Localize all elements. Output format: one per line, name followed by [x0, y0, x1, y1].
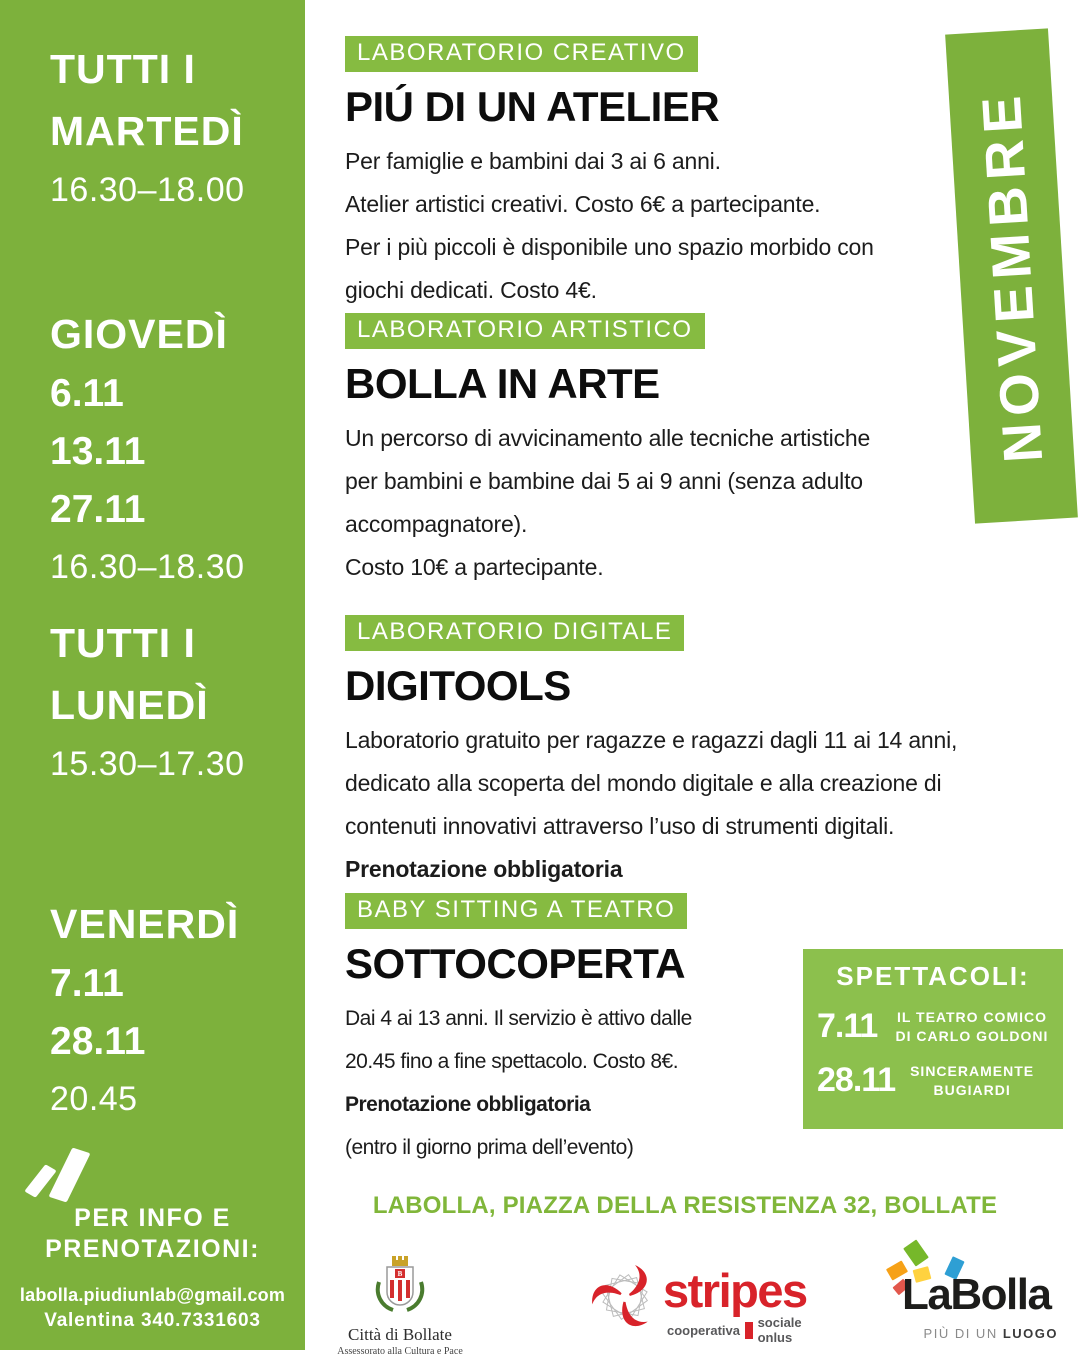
day-label: MARTEDÌ: [50, 108, 244, 154]
time-label: 16.30–18.30: [50, 548, 245, 586]
day-label: VENERDÌ: [50, 901, 240, 947]
schedule-block-thursday: [50, 303, 245, 589]
date-label: 28.11: [50, 1020, 146, 1063]
event-title: SOTTOCOPERTA: [345, 940, 686, 987]
description-line: dedicato alla scoperta del mondo digitale e alla creazione di: [345, 770, 942, 796]
time-label: 16.30–18.00: [50, 171, 245, 209]
event-description: [345, 997, 692, 1169]
date-label: 13.11: [50, 430, 146, 473]
shows-box: [803, 949, 1063, 1129]
date-label: 7.11: [50, 962, 124, 1005]
category-badge: LABORATORIO DIGITALE: [345, 615, 684, 651]
citta-di-bollate-logo: [335, 1252, 465, 1357]
booking-required-note: Prenotazione obbligatoria: [345, 1093, 591, 1116]
bollate-department: Assessorato alla Cultura e Pace: [337, 1346, 463, 1357]
shows-heading: SPETTACOLI:: [836, 961, 1030, 991]
show-row: [803, 1007, 1063, 1046]
day-label: TUTTI I: [50, 620, 196, 666]
description-line: (entro il giorno prima dell’evento): [345, 1136, 634, 1159]
description-line: per bambini e bambine dai 5 ai 9 anni (senza adulto: [345, 468, 863, 494]
event-title: PIÚ DI UN ATELIER: [345, 83, 720, 130]
event-title: BOLLA IN ARTE: [345, 360, 660, 407]
section-laboratorio-digitale: [345, 615, 957, 891]
info-heading: PER INFO E: [74, 1204, 231, 1232]
description-line: Atelier artistici creativi. Costo 6€ a partecipante.: [345, 191, 821, 217]
event-title: DIGITOOLS: [345, 662, 571, 709]
day-label: TUTTI I: [50, 46, 196, 92]
contact-info: [0, 1203, 305, 1332]
stripes-pinwheel-icon: [585, 1255, 665, 1339]
contact-phone: Valentina 340.7331603: [44, 1310, 261, 1331]
show-name: SINCERAMENTE BUGIARDI: [910, 1062, 1035, 1098]
category-badge: LABORATORIO ARTISTICO: [345, 313, 705, 349]
bollate-crest-icon: [369, 1252, 431, 1318]
event-description: [345, 417, 870, 589]
schedule-sidebar: [0, 0, 305, 1350]
time-label: 15.30–17.30: [50, 745, 245, 783]
description-line: Un percorso di avvicinamento alle tecniche artistiche: [345, 425, 871, 451]
description-line: contenuti innovativi attraverso l’uso di strumenti digitali.: [345, 813, 895, 839]
month-banner: [945, 28, 1078, 523]
show-row: [803, 1061, 1063, 1100]
event-description: [345, 719, 957, 891]
description-line: Laboratorio gratuito per ragazze e ragazzi dagli 11 ai 14 anni,: [345, 727, 958, 753]
description-line: giochi dedicati. Costo 4€.: [345, 277, 597, 303]
show-date: 7.11: [817, 1007, 878, 1045]
stripes-tagline-left: cooperativa: [667, 1322, 740, 1338]
booking-required-note: Prenotazione obbligatoria: [345, 856, 623, 882]
time-label: 20.45: [50, 1080, 138, 1118]
description-line: accompagnatore).: [345, 511, 528, 537]
description-line: Per i più piccoli è disponibile uno spazio morbido con: [345, 234, 874, 260]
day-label: LUNEDÌ: [50, 682, 209, 728]
section-laboratorio-artistico: [345, 313, 870, 589]
description-line: Costo 10€ a partecipante.: [345, 554, 604, 580]
red-bar-icon: [745, 1322, 753, 1339]
show-date: 28.11: [817, 1061, 896, 1099]
venue-address: LABOLLA, PIAZZA DELLA RESISTENZA 32, BOLLATE: [372, 1192, 998, 1219]
contact-email: labolla.piudiunlab@gmail.com: [19, 1285, 286, 1305]
date-label: 6.11: [50, 372, 124, 415]
svg-text:B: B: [397, 1270, 403, 1278]
labolla-tagline-light: PIÙ DI UN: [923, 1326, 1003, 1341]
schedule-block-friday: [50, 893, 239, 1121]
section-baby-sitting-teatro: [345, 893, 692, 1169]
stripes-tagline-right: sociale onlus: [757, 1315, 802, 1345]
event-description: [345, 140, 874, 312]
category-badge: BABY SITTING A TEATRO: [345, 893, 687, 929]
month-label: NOVEMBRE: [969, 87, 1054, 465]
info-heading: PRENOTAZIONI:: [45, 1235, 260, 1263]
schedule-block-tuesday: [50, 38, 245, 212]
day-label: GIOVEDÌ: [50, 311, 228, 357]
stripes-tagline: [667, 1315, 820, 1345]
stripes-logo: [585, 1255, 820, 1345]
labolla-wordmark: LaBolla: [902, 1270, 1051, 1319]
bollate-name: Città di Bollate: [348, 1325, 452, 1344]
category-badge: LABORATORIO CREATIVO: [345, 36, 698, 72]
schedule-block-monday: [50, 612, 245, 786]
date-label: 27.11: [50, 488, 146, 531]
show-name: IL TEATRO COMICO DI CARLO GOLDONI: [895, 1008, 1049, 1044]
description-line: Dai 4 ai 13 anni. Il servizio è attivo dalle: [345, 1007, 692, 1030]
description-line: 20.45 fino a fine spettacolo. Costo 8€.: [345, 1050, 679, 1073]
labolla-logo: [880, 1240, 1070, 1345]
stripes-wordmark: stripes: [663, 1264, 807, 1317]
labolla-tagline-bold: LUOGO: [1002, 1326, 1058, 1341]
section-laboratorio-creativo: [345, 36, 874, 312]
description-line: Per famiglie e bambini dai 3 ai 6 anni.: [345, 148, 721, 174]
labolla-tagline: [880, 1326, 1058, 1341]
